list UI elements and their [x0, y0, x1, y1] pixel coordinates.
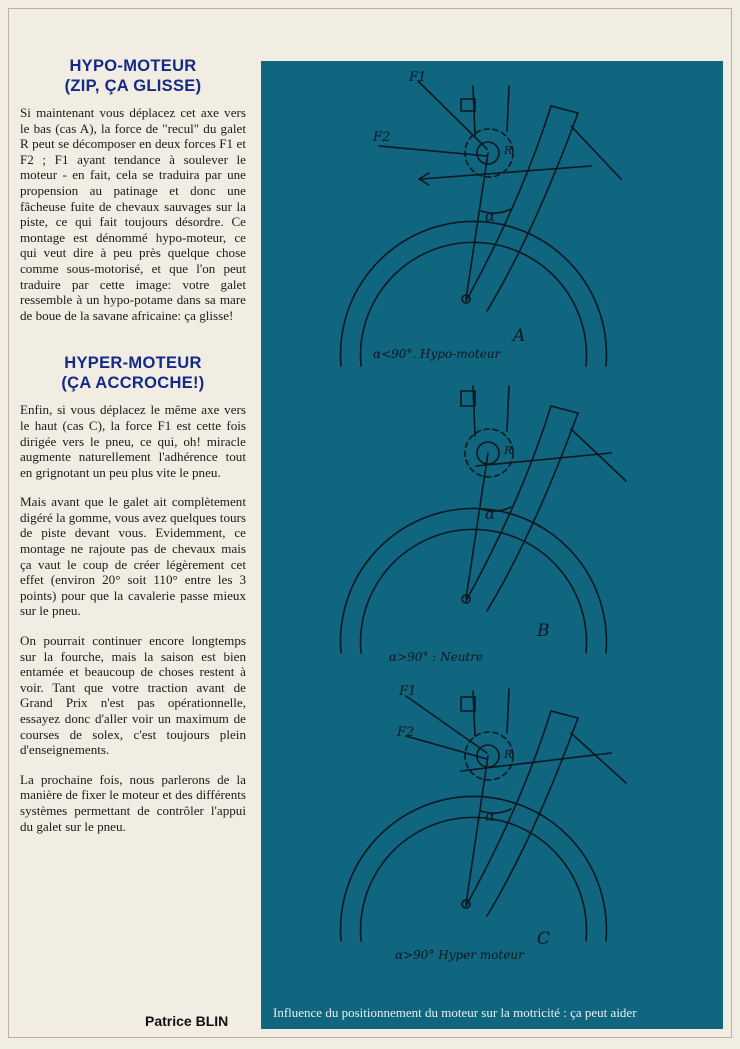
heading-hypo-moteur-line-2: (ZIP, ÇA GLISSE)	[64, 77, 202, 95]
paragraph: Mais avant que le galet ait complètement digéré la gomme, vous avez quelques tours de piste devant vous. Evidemment, ce montage ne rajoute pas de chevaux mais ça vaut le coup de créer légèrement cet effet (environ 20° soit 110° entre les 3 points) pour que la cavalerie passe mieux sur le pneu.	[20, 494, 246, 619]
diagram-letter-a: A	[513, 326, 526, 346]
fork-blade	[466, 711, 578, 916]
figure-panel	[261, 61, 723, 1029]
label-f2: F2	[397, 725, 415, 740]
heading-hyper-moteur-line-1: HYPER-MOTEUR	[64, 354, 202, 373]
fork-diagrams-svg	[261, 61, 723, 1029]
frame-tube	[571, 733, 626, 783]
diagram-a	[341, 81, 622, 366]
label-alpha: α	[485, 505, 496, 523]
section-hypo-moteur	[20, 56, 246, 323]
alpha-reference-line	[466, 453, 488, 599]
frame-tube	[571, 126, 621, 179]
paragraph: Enfin, si vous déplacez le même axe vers le haut (cas C), la force F1 est cette fois dirigée vers le pneu, ce qui, oh! miracle augmente naturellement l'adhérence tout en grignotant un peu plus vite le pneu.	[20, 402, 246, 480]
head-tube	[473, 689, 509, 736]
article-column	[20, 56, 246, 848]
fork-blade	[466, 106, 578, 311]
heading-hyper-moteur-line-2: (ÇA ACCROCHE!)	[61, 374, 205, 393]
diagram-letter-c: C	[537, 929, 551, 949]
label-r: R	[504, 748, 513, 761]
force-f1-line	[418, 81, 487, 149]
label-alpha: α	[485, 807, 496, 825]
label-f1: F1	[399, 684, 417, 699]
label-r: R	[504, 144, 513, 157]
section-hyper-moteur	[20, 353, 246, 834]
label-f2: F2	[373, 130, 391, 145]
head-tube	[473, 86, 509, 136]
figure-caption: Influence du positionnement du moteur sur la motricité : ça peut aider	[273, 1005, 637, 1020]
label-alpha: α	[485, 207, 496, 225]
author-signature: Patrice BLIN	[145, 1013, 229, 1029]
diagram-note-a: α<90°. Hypo-moteur	[373, 347, 501, 361]
head-tube	[473, 386, 509, 436]
heading-hypo-moteur-line-1: HYPO-MOTEUR	[69, 57, 197, 75]
diagram-b	[341, 386, 627, 653]
paragraph: La prochaine fois, nous parlerons de la manière de fixer le moteur et des différents systèmes permettant de contrôler l'appui du galet sur le pneu.	[20, 771, 246, 834]
diagram-note-b: α>90° : Neutre	[389, 650, 484, 664]
diagram-note-c: α>90° Hyper moteur	[395, 948, 524, 962]
paragraph: Si maintenant vous déplacez cet axe vers le bas (cas A), la force de "recul" du galet R peut se décomposer en deux forces F1 et F2 ; F1 ayant tendance à soulever le moteur - en fait, cela se traduira par une propension au patinage et donc une fâcheuse fuite de chevaux sauvages sur la piste, ce qui fait toujours désordre. Ce montage est dénommé hypo-moteur, ce qui veut dire à peu près quelque chose comme sous-motorisé, et que l'on peut traduire par cette image: votre galet ressemble à un hypo-potame dans sa mare de boue de la savane africaine: ça glisse!	[20, 105, 246, 323]
frame-tube	[571, 429, 626, 481]
force-f2-line	[379, 146, 487, 156]
recoil-arrow	[421, 166, 591, 179]
tyre-inner-arc	[361, 817, 587, 941]
diagram-c	[341, 689, 627, 941]
label-f1: F1	[409, 70, 427, 85]
diagram-letter-b: B	[537, 621, 550, 641]
paragraph: On pourrait continuer encore longtemps sur la fourche, mais la saison est bien entamée et beaucoup de choses restent à voir. Tant que votre traction avant de Grand Prix n'est pas opérationnelle, essayez donc d'aller voir un maximum de courses de solex, c'est toujours plein d'enseignements.	[20, 633, 246, 758]
alpha-reference-line	[466, 756, 488, 904]
force-f2-line	[406, 736, 487, 759]
label-r: R	[504, 444, 513, 457]
